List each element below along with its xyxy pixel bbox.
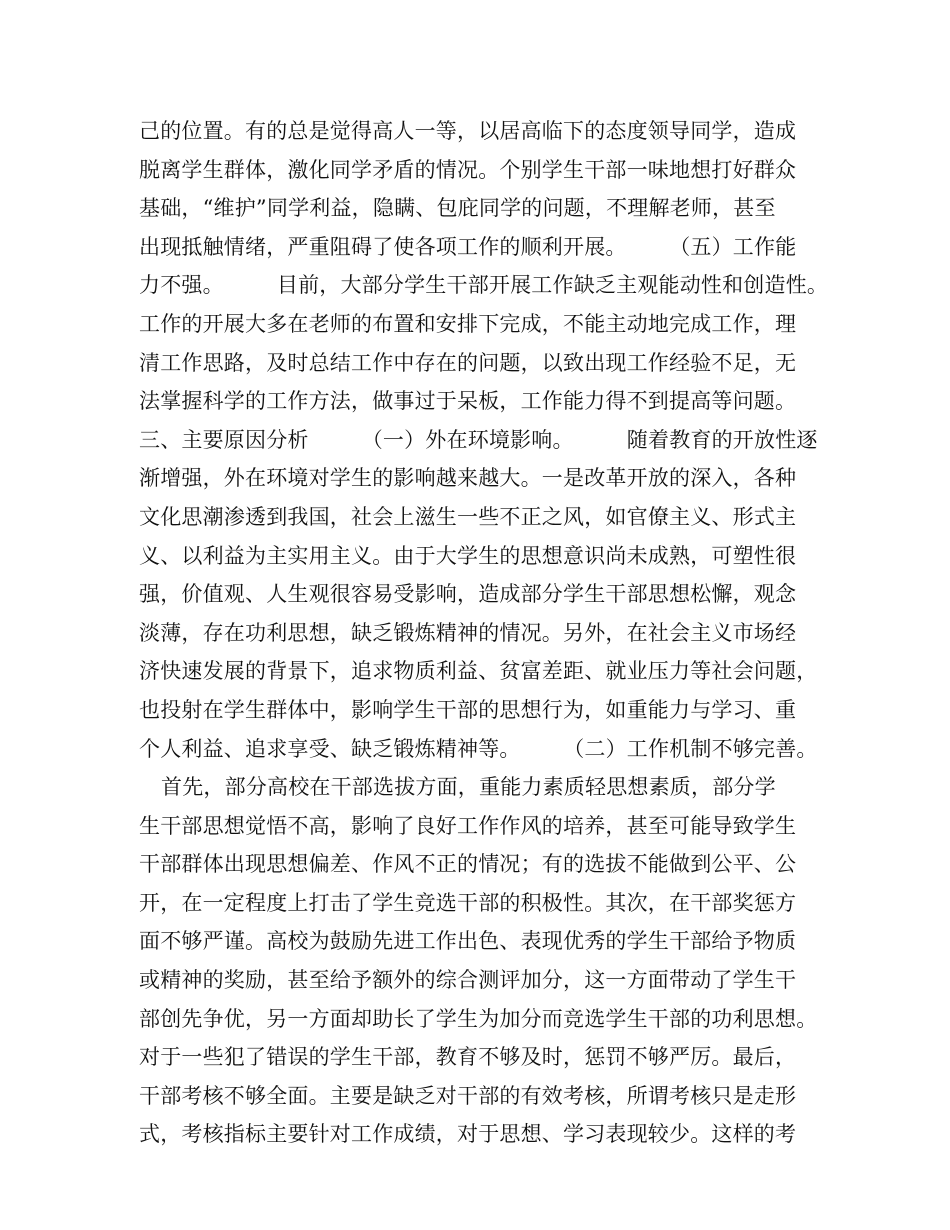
text-line-27: 式，考核指标主要针对工作成绩，对于思想、学习表现较少。这样的考 <box>139 1122 797 1147</box>
text-line-25: 对于一些犯了错误的学生干部，教育不够及时，惩罚不够严厉。最后， <box>139 1045 797 1070</box>
text-line-19: 生干部思想觉悟不高，影响了良好工作作风的培养，甚至可能导致学生 <box>139 813 797 838</box>
text-line-10: 渐增强，外在环境对学生的影响越来越大。一是改革开放的深入，各种 <box>139 466 797 491</box>
text-line-9: 三、主要原因分析 （一）外在环境影响。 随着教育的开放性逐 <box>139 427 818 452</box>
text-line-8: 法掌握科学的工作方法，做事过于呆板，工作能力得不到提高等问题。 <box>139 389 797 414</box>
text-line-26: 干部考核不够全面。主要是缺乏对干部的有效考核，所谓考核只是走形 <box>139 1083 797 1108</box>
text-line-4: 出现抵触情绪，严重阻碍了使各项工作的顺利开展。 （五）工作能 <box>139 234 797 259</box>
text-line-2: 脱离学生群体，激化同学矛盾的情况。个别学生干部一味地想打好群众 <box>139 157 797 182</box>
text-line-20: 干部群体出现思想偏差、作风不正的情况；有的选拔不能做到公平、公 <box>139 852 797 877</box>
text-line-15: 济快速发展的背景下，追求物质利益、贫富差距、就业压力等社会问题， <box>139 659 818 684</box>
text-line-6: 工作的开展大多在老师的布置和安排下完成，不能主动地完成工作，理 <box>139 311 797 336</box>
text-line-17: 个人利益、追求享受、缺乏锻炼精神等。 （二）工作机制不够完善。 <box>139 736 818 761</box>
text-line-7: 清工作思路，及时总结工作中存在的问题，以致出现工作经验不足，无 <box>139 350 797 375</box>
text-line-5: 力不强。 目前，大部分学生干部开展工作缺乏主观能动性和创造性。 <box>139 273 829 298</box>
text-line-21: 开，在一定程度上打击了学生竞选干部的积极性。其次，在干部奖惩方 <box>139 890 797 915</box>
text-line-16: 也投射在学生群体中，影响学生干部的思想行为，如重能力与学习、重 <box>139 697 797 722</box>
text-line-14: 淡薄，存在功利思想，缺乏锻炼精神的情况。另外，在社会主义市场经 <box>139 620 797 645</box>
text-line-22: 面不够严谨。高校为鼓励先进工作出色、表现优秀的学生干部给予物质 <box>139 929 797 954</box>
text-line-12: 义、以利益为主实用主义。由于大学生的思想意识尚未成熟，可塑性很 <box>139 543 797 568</box>
body-text <box>139 112 829 1154</box>
text-line-18: 首先，部分高校在干部选拔方面，重能力素质轻思想素质，部分学 <box>161 775 776 800</box>
text-line-24: 部创先争优，另一方面却助长了学生为加分而竞选学生干部的功利思想。 <box>139 1006 818 1031</box>
text-line-23: 或精神的奖励，甚至给予额外的综合测评加分，这一方面带动了学生干 <box>139 968 797 993</box>
text-line-13: 强，价值观、人生观很容易受影响，造成部分学生干部思想松懈，观念 <box>139 582 797 607</box>
text-line-1: 己的位置。有的总是觉得高人一等，以居高临下的态度领导同学，造成 <box>139 119 797 143</box>
text-line-3: 基础，“维护”同学利益，隐瞒、包庇同学的问题，不理解老师，甚至 <box>139 196 776 221</box>
text-line-11: 文化思潮渗透到我国，社会上滋生一些不正之风，如官僚主义、形式主 <box>139 504 797 529</box>
